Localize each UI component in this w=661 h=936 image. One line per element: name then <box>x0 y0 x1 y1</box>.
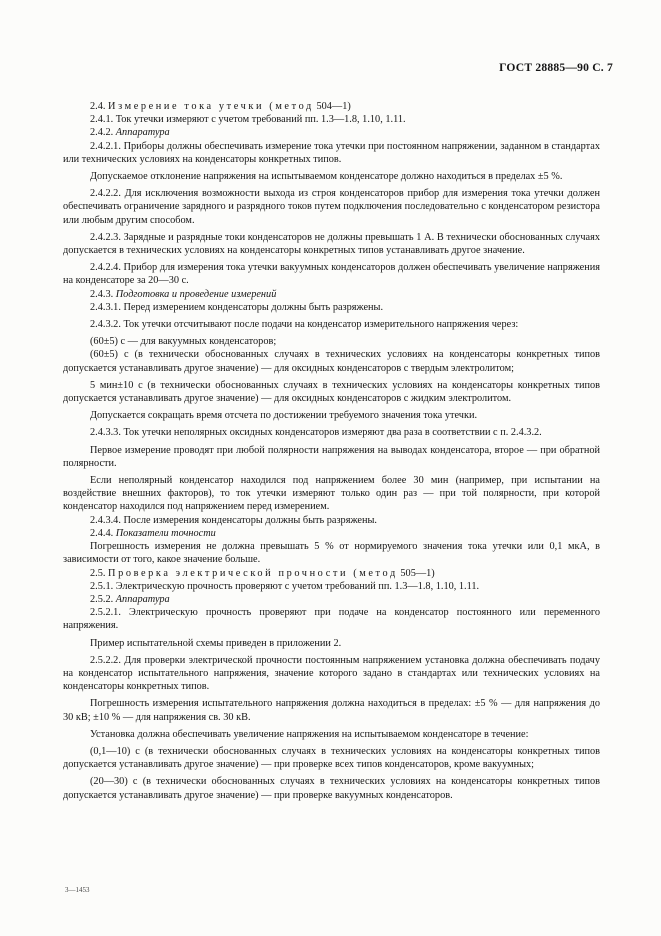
section-heading-2-4 <box>63 100 600 113</box>
paragraph: 2.4.3.1. Перед измерением конденсаторы должны быть разряжены. <box>90 301 384 313</box>
paragraph: 2.5.2.1. Электрическую прочность проверяют при подаче на конденсатор постоянного или переменного напряжения. <box>63 607 600 632</box>
subsection-title: Аппаратура <box>115 593 170 605</box>
subsection-number: 2.5.2. <box>90 593 116 605</box>
subsection-title: Аппаратура <box>115 127 170 139</box>
subsection-heading <box>63 593 600 606</box>
paragraph: 2.4.3.3. Ток утечки неполярных оксидных конденсаторов измеряют два раза в соответствии с п. 2.4.3.2. <box>90 427 542 439</box>
subsection-number: 2.4.2. <box>90 127 116 139</box>
paragraph: 2.4.2.4. Прибор для измерения тока утечки вакуумных конденсаторов должен обеспечивать увеличение напряжения на конденсаторе за 20—30 с. <box>63 262 600 287</box>
section-heading-2-5 <box>63 567 600 580</box>
paragraph: (60±5) с — для вакуумных конденсаторов; <box>90 336 277 348</box>
paragraph: Если неполярный конденсатор находился под напряжением более 30 мин (например, при испытании на воздействие внешних факторов), то ток утечки измеряют только один раз — при той полярности, при которой конденсатор находился под напряжением перед измерением. <box>63 475 600 513</box>
section-number: 2.5. <box>90 567 109 579</box>
subsection-heading <box>63 288 600 301</box>
section-method: 505—1) <box>397 567 435 579</box>
paragraph: 2.4.2.3. Зарядные и разрядные токи конденсаторов не должны превышать 1 А. В технически обоснованных случаях допускается в технических условиях на конденсаторы конкретных типов устанавливать другое значение. <box>63 231 600 257</box>
subsection-number: 2.4.3. <box>90 288 116 300</box>
paragraph: 2.4.2.2. Для исключения возможности выхода из строя конденсаторов прибор для измерения тока утечки должен обеспечивать ограничение зарядного и разрядного токов путем подключения последовательно с конденсатором резистора или любым другим способом. <box>63 188 600 226</box>
paragraph: Пример испытательной схемы приведен в приложении 2. <box>90 637 342 649</box>
paragraph: 2.4.3.4. После измерения конденсаторы должны быть разряжены. <box>90 514 377 526</box>
paragraph: 2.5.2.2. Для проверки электрической прочности постоянным напряжением установка должна обеспечивать подачу на конденсатор испытательного напряжения, значение которого задано в стандартах или технических условиях на конденсаторы конкретных типов. <box>63 654 600 693</box>
paragraph: Первое измерение проводят при любой полярности напряжения на выводах конденсатора, второе — при обратной полярности. <box>63 444 600 469</box>
document-body <box>63 100 600 802</box>
paragraph: Допускается сокращать время отсчета по достижении требуемого значения тока утечки. <box>90 410 478 422</box>
paragraph: 2.5.1. Электрическую прочность проверяют с учетом требований пп. 1.3—1.8, 1.10, 1.11. <box>90 580 480 592</box>
paragraph: 2.4.1. Ток утечки измеряют с учетом требований пп. 1.3—1.8, 1.10, 1.11. <box>90 114 406 126</box>
paragraph: (60±5) с (в технически обоснованных случаях в технических условиях на конденсаторы конкретных типов допускается устанавливать другое значение) — для оксидных конденсаторов с твердым электролитом; <box>63 349 600 374</box>
paragraph: Установка должна обеспечивать увеличение напряжения на испытываемом конденсаторе в течение: <box>90 728 529 740</box>
section-method: 504—1) <box>313 101 351 112</box>
section-title: Проверка электрической прочности (метод <box>108 567 398 579</box>
paragraph: (0,1—10) с (в технически обоснованных случаях в технических условиях на конденсаторы конкретных типов допускается устанавливать другое значение) — при проверке всех типов конденсаторов, кроме вакуумных; <box>63 745 600 771</box>
paragraph: 2.4.2.1. Приборы должны обеспечивать измерение тока утечки при постоянном напряжении, заданном в стандартах или технических условиях на конденсаторы конкретных типов. <box>63 140 600 165</box>
subsection-number: 2.4.4. <box>90 527 116 539</box>
paragraph: Допускаемое отклонение напряжения на испытываемом конденсаторе должно находиться в пределах ±5 %. <box>90 171 563 183</box>
paragraph: Погрешность измерения испытательного напряжения должна находиться в пределах: ±5 % — для напряжения до 30 кВ; ±10 % — для напряжения св. 30 кВ. <box>63 698 600 723</box>
subsection-heading <box>63 527 600 540</box>
paragraph: 5 мин±10 с (в технически обоснованных случаях в технических условиях на конденсаторы конкретных типов допускается устанавливать другое значение) — для оксидных конденсаторов с жидким электролитом. <box>63 379 600 405</box>
subsection-heading <box>63 126 600 139</box>
subsection-title: Подготовка и проведение измерений <box>115 288 277 300</box>
page-footer-code: 3—1453 <box>65 886 90 894</box>
subsection-title: Показатели точности <box>115 527 216 539</box>
section-number: 2.4. <box>90 101 106 112</box>
page-header: ГОСТ 28885—90 С. 7 <box>499 61 613 74</box>
paragraph: (20—30) с (в технически обоснованных случаях в технических условиях на конденсаторы конкретных типов допускается устанавливать другое значение) — при проверке вакуумных конденсаторов. <box>63 776 600 801</box>
paragraph: Погрешность измерения не должна превышать 5 % от нормируемого значения тока утечки или 0,1 мкА, в зависимости от того, какое значение больше. <box>63 541 600 566</box>
paragraph: 2.4.3.2. Ток утечки отсчитывают после подачи на конденсатор измерительного напряжения через: <box>90 319 519 331</box>
section-title: Измерение тока утечки (метод <box>108 101 314 112</box>
